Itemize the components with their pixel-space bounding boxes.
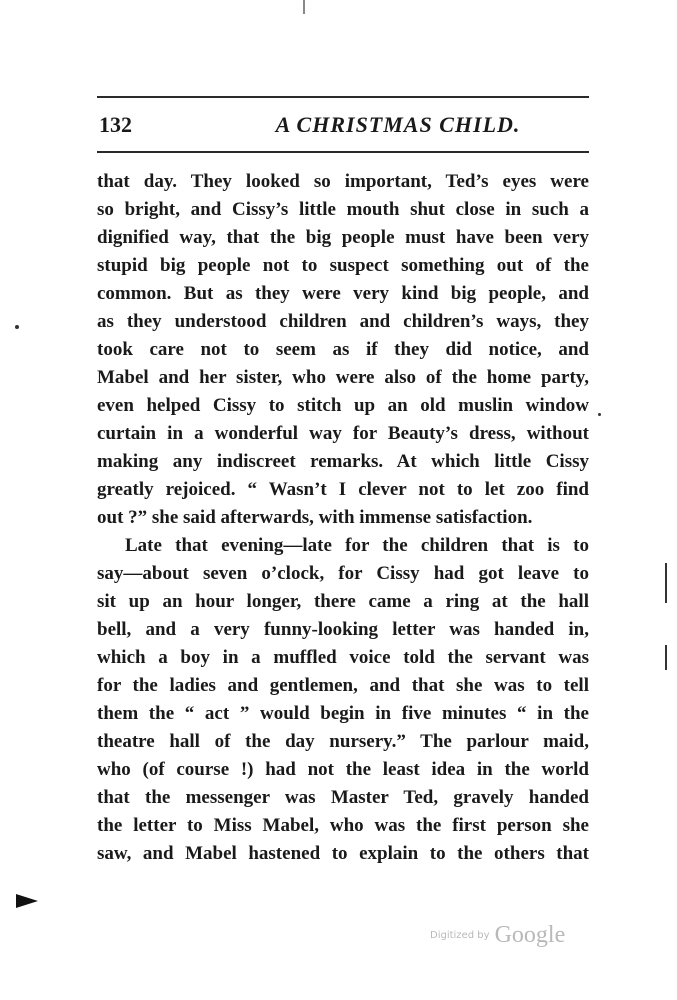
page-number: 132: [99, 112, 132, 137]
margin-speck: [598, 413, 601, 416]
text-line: who (of course !) had not the least idea in the world: [97, 759, 589, 780]
text-line: sit up an hour longer, there came a ring at the hall: [97, 591, 589, 612]
text-line: Mabel and her sister, who were also of the home party,: [97, 367, 589, 388]
margin-speck: [15, 325, 19, 329]
text-line: as they understood children and children’s ways, they: [97, 311, 589, 332]
text-line: dignified way, that the big people must have been very: [97, 227, 589, 248]
text-line: the letter to Miss Mabel, who was the first person she: [97, 815, 589, 836]
text-line: them the “ act ” would begin in five minutes “ in the: [97, 703, 589, 724]
running-title: A CHRISTMAS CHILD.: [275, 112, 521, 137]
text-line: greatly rejoiced. “ Wasn’t I clever not to let zoo find: [97, 479, 589, 500]
watermark-brand: Google: [494, 922, 566, 948]
header-top-rule: [97, 96, 589, 98]
google-watermark: [430, 922, 565, 952]
margin-bar: [665, 563, 667, 603]
text-line: took care not to seem as if they did notice, and: [97, 339, 589, 360]
text-line: so bright, and Cissy’s little mouth shut close in such a: [97, 199, 589, 220]
scan-tick-mark: [303, 0, 305, 14]
header-bottom-rule: [97, 151, 589, 153]
arrow-right-icon: [16, 894, 38, 908]
text-line: that the messenger was Master Ted, gravely handed: [97, 787, 589, 808]
text-line: curtain in a wonderful way for Beauty’s dress, without: [97, 423, 589, 444]
body-text: [97, 168, 589, 868]
text-line: which a boy in a muffled voice told the servant was: [97, 647, 589, 668]
text-line: even helped Cissy to stitch up an old muslin window: [97, 395, 589, 416]
text-line: stupid big people not to suspect something out of the: [97, 255, 589, 276]
text-line: making any indiscreet remarks. At which little Cissy: [97, 451, 589, 472]
text-line: Late that evening—late for the children that is to: [125, 535, 589, 556]
running-head: [97, 112, 589, 142]
text-line: say—about seven o’clock, for Cissy had got leave to: [97, 563, 589, 584]
text-line: out ?” she said afterwards, with immense satisfaction.: [97, 507, 533, 528]
margin-bar: [665, 645, 667, 670]
text-line: saw, and Mabel hastened to explain to the others that: [97, 843, 589, 864]
text-line: common. But as they were very kind big people, and: [97, 283, 589, 304]
text-line: theatre hall of the day nursery.” The parlour maid,: [97, 731, 589, 752]
text-line: bell, and a very funny-looking letter was handed in,: [97, 619, 589, 640]
text-line: for the ladies and gentlemen, and that she was to tell: [97, 675, 589, 696]
text-line: that day. They looked so important, Ted’s eyes were: [97, 171, 589, 192]
watermark-prefix: Digitized by: [430, 930, 490, 941]
